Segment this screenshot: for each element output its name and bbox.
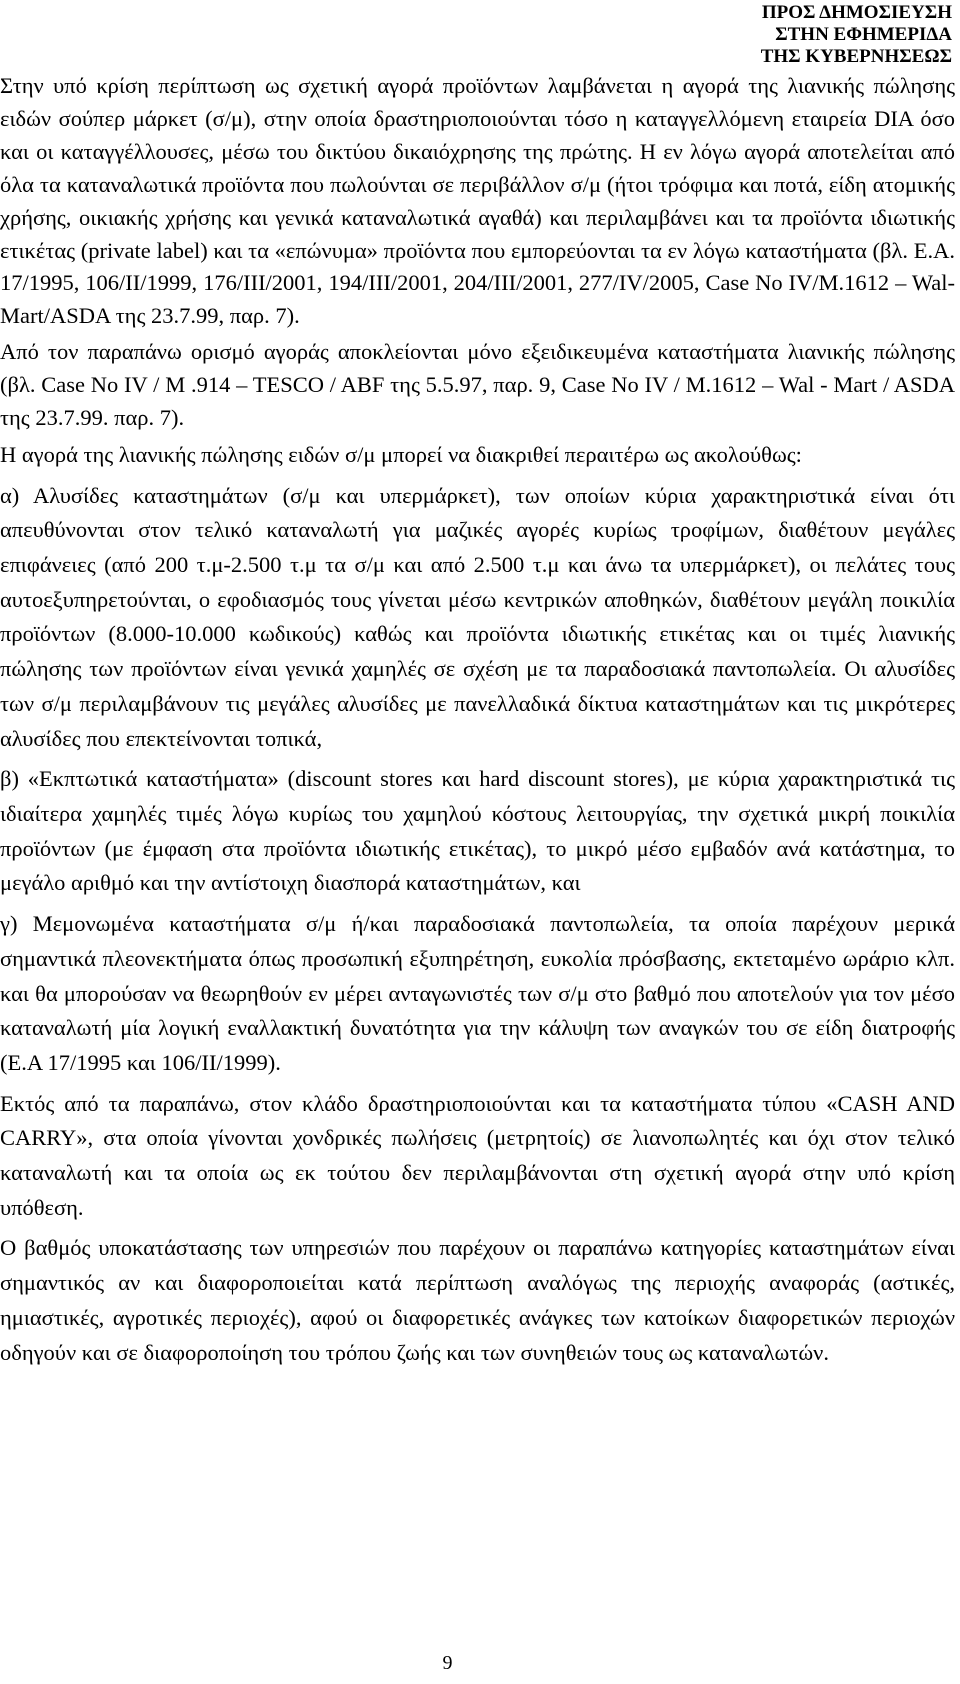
header-line-2: ΣΤΗΝ ΕΦΗΜΕΡΙΔΑ: [775, 24, 952, 45]
paragraph-exclusions: Από τον παραπάνω ορισμό αγοράς αποκλείονται μόνο εξειδικευμένα καταστήματα λιανικής πώλησης (βλ. Case No IV / M .914 – TESCO / ABF της 5.5.97, παρ. 9, Case No IV / M.1612 – Wal - Mart / ASDA της 23.7.99. παρ. 7).: [0, 339, 955, 431]
publication-header: [761, 2, 952, 68]
market-segmentation-section: [0, 438, 955, 1370]
paragraph-item-b-discount: β) «Εκπτωτικά καταστήματα» (discount stores και hard discount stores), με κύρια χαρακτηριστικά τις ιδιαίτερα χαμηλές τιμές λόγω κυρίως του χαμηλού κόστους λειτουργίας, την σχετικά μικρή ποικιλία προϊόντων (με έμφαση στα προϊόντα ιδιωτικής ετικέτας), το μικρό μέσο εμβαδόν ανά κατάστημα, το μεγάλο αριθμό και την αντίστοιχη διασπορά καταστημάτων, και: [0, 766, 955, 896]
paragraph-segmentation-intro: Η αγορά της λιανικής πώλησης ειδών σ/μ μπορεί να διακριθεί περαιτέρω ως ακολούθως:: [0, 441, 802, 467]
paragraph-item-a-chains: α) Αλυσίδες καταστημάτων (σ/μ και υπερμάρκετ), των οποίων κύρια χαρακτηριστικά είναι ότι απευθύνονται στον τελικό καταναλωτή για μαζικές αγορές κυρίως τροφίμων, διαθέτουν μεγάλες επιφάνειες (από 200 τ.μ-2.500 τ.μ τα σ/μ και από 2.500 τ.μ και άνω τα υπερμάρκετ), οι πελάτες τους αυτοεξυπηρετούνται, ο εφοδιασμός τους γίνεται μέσω κεντρικών αποθηκών, διαθέτουν μεγάλη ποικιλία προϊόντων (8.000-10.000 κωδικούς) καθώς και προϊόντα ιδιωτικής ετικέτας και οι τιμές λιανικής πώλησης των προϊόντων είναι γενικά χαμηλές σε σχέση με τα παραδοσιακά παντοπωλεία. Οι αλυσίδες των σ/μ περιλαμβάνουν τις μεγάλες αλυσίδες με πανελλαδικά δίκτυα καταστημάτων και τις μικρότερες αλυσίδες που επεκτείνονται τοπικά,: [0, 482, 955, 751]
paragraph-market-definition: Στην υπό κρίση περίπτωση ως σχετική αγορά προϊόντων λαμβάνεται η αγορά της λιανικής πώλησης ειδών σούπερ μάρκετ (σ/μ), στην οποία δραστηριοποιούνται τόσο η καταγγελλόμενη εταιρεία DIA όσο και οι καταγγέλλουσες, μέσω του δικτύου δικαιόχρησης της πρώτης. Η εν λόγω αγορά αποτελείται από όλα τα καταναλωτικά προϊόντα που πωλούνται σε περιβάλλον σ/μ (ήτοι τρόφιμα και ποτά, είδη ατομικής χρήσης, οικιακής χρήσης και γενικά καταναλωτικά αγαθά) και περιλαμβάνει και τα προϊόντα ιδιωτικής ετικέτας (private label) και τα «επώνυμα» προϊόντα που εμπορεύονται τα εν λόγω καταστήματα (βλ. Ε.Α. 17/1995, 106/ΙΙ/1999, 176/ΙΙΙ/2001, 194/ΙΙΙ/2001, 204/ΙΙΙ/2001, 277/IV/2005, Case No IV/M.1612 – Wal-Mart/ASDA της 23.7.99, παρ. 7).: [0, 73, 955, 329]
market-definition-section: [0, 70, 955, 435]
paragraph-cash-and-carry: Εκτός από τα παραπάνω, στον κλάδο δραστηριοποιούνται και τα καταστήματα τύπου «CASH AND CARRY», στα οποία γίνονται χονδρικές πωλήσεις (μετρητοίς) σε λιανοπωλητές και όχι στον τελικό καταναλωτή και τα οποία ως εκ τούτου δεν περιλαμβάνονται στη σχετική αγορά στην υπό κρίση υπόθεση.: [0, 1090, 955, 1220]
document-body: [0, 70, 955, 1376]
header-line-1: ΠΡΟΣ ΔΗΜΟΣΙΕΥΣΗ: [761, 2, 952, 23]
paragraph-item-c-independent: γ) Μεμονωμένα καταστήματα σ/μ ή/και παραδοσιακά παντοπωλεία, τα οποία παρέχουν μερικά σημαντικά πλεονεκτήματα όπως προσωπική εξυπηρέτηση, ευκολία πρόσβασης, εκτεταμένο ωράριο κλπ. και θα μπορούσαν να θεωρηθούν εν μέρει ανταγωνιστές των σ/μ στο βαθμό που αποτελούν για τον μέσο καταναλωτή μία λογική εναλλακτική δυνατότητα για την κάλυψη των αναγκών του σε είδη διατροφής (Ε.Α 17/1995 και 106/ΙΙ/1999).: [0, 911, 955, 1075]
page-number: 9: [442, 1652, 453, 1674]
paragraph-substitution: Ο βαθμός υποκατάστασης των υπηρεσιών που παρέχουν οι παραπάνω κατηγορίες καταστημάτων είναι σημαντικός αν και διαφοροποιείται κατά περίπτωση αναλόγως της περιοχής αναφοράς (αστικές, ημιαστικές, αγροτικές περιοχές), αφού οι διαφορετικές ανάγκες των κατοίκων διαφορετικών περιοχών οδηγούν και σε διαφοροποίηση του τρόπου ζωής και των συνηθειών τους ως καταναλωτών.: [0, 1235, 955, 1365]
header-line-3: ΤΗΣ ΚΥΒΕΡΝΗΣΕΩΣ: [760, 46, 952, 67]
